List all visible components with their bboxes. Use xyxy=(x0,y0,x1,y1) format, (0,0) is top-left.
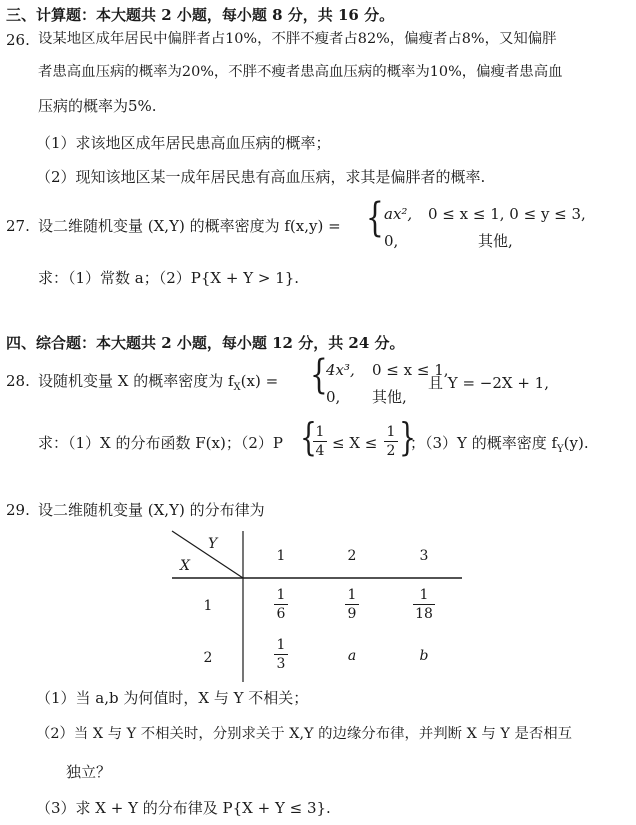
table-cell xyxy=(345,587,359,622)
q29-sub2-line1: （2）当 X 与 Y 不相关时，分别求关于 X,Y 的边缘分布律，并判断 X 与 Y 是否相互 xyxy=(36,726,573,742)
cell-num: 1 xyxy=(276,637,286,653)
q27-case2-cond: 其他, xyxy=(478,232,513,250)
table-corner-y: Y xyxy=(208,536,218,552)
table-cell: a xyxy=(347,648,357,664)
cell-den: 3 xyxy=(276,656,286,673)
q27-case2-expr: 0, xyxy=(384,232,399,250)
q26-sub1: （1）求该地区成年居民患高血压病的概率； xyxy=(36,134,331,152)
q28-mid: ≤ X ≤ xyxy=(332,434,378,452)
q26-number: 26. xyxy=(6,31,30,49)
q28-brace: { xyxy=(310,352,328,398)
q28-case2-cond: 其他, xyxy=(372,388,407,406)
q27-case1-expr: ax², xyxy=(384,205,413,223)
table-corner-x: X xyxy=(180,558,190,574)
cell-den: 18 xyxy=(415,606,433,623)
q26-line2: 者患高血压病的概率为20%，不胖不瘦者患高血压病的概率为10%，偏瘦者患高血 xyxy=(38,64,563,80)
table-col-header: 1 xyxy=(276,548,286,564)
cell-bar xyxy=(413,604,435,605)
q27-brace: { xyxy=(366,195,384,241)
cell-den: 6 xyxy=(276,606,286,623)
table-row-label: 1 xyxy=(203,598,213,614)
table-cell: b xyxy=(419,648,429,664)
q29-stem: 设二维随机变量 (X,Y) 的分布律为 xyxy=(38,501,265,519)
q29-sub2-line2: 独立？ xyxy=(66,763,112,781)
table-col-header: 3 xyxy=(419,548,429,564)
q28-stem-tail: (x) = xyxy=(240,372,279,390)
section-3-header: 三、计算题：本大题共 2 小题，每小题 8 分，共 16 分。 xyxy=(6,6,395,24)
table-cell xyxy=(413,587,435,622)
q28-open-brace: { xyxy=(300,415,317,459)
q27-number: 27. xyxy=(6,217,30,235)
q28-stem-text: 设随机变量 X 的概率密度为 f xyxy=(38,372,234,390)
q27-ask: 求：（1）常数 a；（2）P{X + Y > 1}. xyxy=(38,269,300,287)
q28-frac1-num: 1 xyxy=(315,424,325,440)
q28-ask-b-sub: Y xyxy=(557,444,564,455)
q29-sub3: （3）求 X + Y 的分布律及 P{X + Y ≤ 3}. xyxy=(36,799,331,817)
q26-line1: 设某地区成年居民中偏胖者占10%，不胖不瘦者占82%，偏瘦者占8%，又知偏胖 xyxy=(38,31,557,47)
q28-ask-b-text: ；（3）Y 的概率密度 f xyxy=(410,434,558,452)
q27-stem: 设二维随机变量 (X,Y) 的概率密度为 f(x,y) = xyxy=(38,217,341,235)
q26-line3: 压病的概率为5%. xyxy=(38,97,157,115)
cell-num: 1 xyxy=(347,587,357,603)
q28-frac2-num: 1 xyxy=(386,424,396,440)
table-cell xyxy=(274,637,288,672)
q28-case2-expr: 0, xyxy=(326,388,341,406)
q28-number: 28. xyxy=(6,372,30,390)
table-row-label: 2 xyxy=(203,650,213,666)
cell-bar xyxy=(345,604,359,605)
table-col-header: 2 xyxy=(347,548,357,564)
table-cell xyxy=(274,587,288,622)
cell-num: 1 xyxy=(419,587,429,603)
cell-bar xyxy=(274,654,288,655)
q28-case1-expr: 4x³, xyxy=(326,361,355,379)
q27-case1-cond: 0 ≤ x ≤ 1, 0 ≤ y ≤ 3, xyxy=(428,205,586,223)
cell-bar xyxy=(274,604,288,605)
cell-den: 9 xyxy=(347,606,357,623)
q29-sub1: （1）当 a,b 为何值时，X 与 Y 不相关； xyxy=(36,689,309,707)
q28-ask-a: 求：（1）X 的分布函数 F(x)；（2）P xyxy=(38,434,283,452)
q28-frac1-den: 4 xyxy=(315,443,325,460)
q28-case1-cond: 0 ≤ x ≤ 1, xyxy=(372,361,449,379)
q26-sub2: （2）现知该地区某一成年居民患有高血压病，求其是偏胖者的概率. xyxy=(36,168,486,186)
q28-ask-b-tail: (y). xyxy=(563,434,589,452)
q28-after: 且 Y = −2X + 1, xyxy=(428,374,549,392)
q29-number: 29. xyxy=(6,501,30,519)
q28-stem-sub: X xyxy=(233,382,241,393)
section-4-header: 四、综合题：本大题共 2 小题，每小题 12 分，共 24 分。 xyxy=(6,334,405,352)
cell-num: 1 xyxy=(276,587,286,603)
q28-frac2-den: 2 xyxy=(386,443,396,460)
q28-close-brace: } xyxy=(399,415,416,459)
